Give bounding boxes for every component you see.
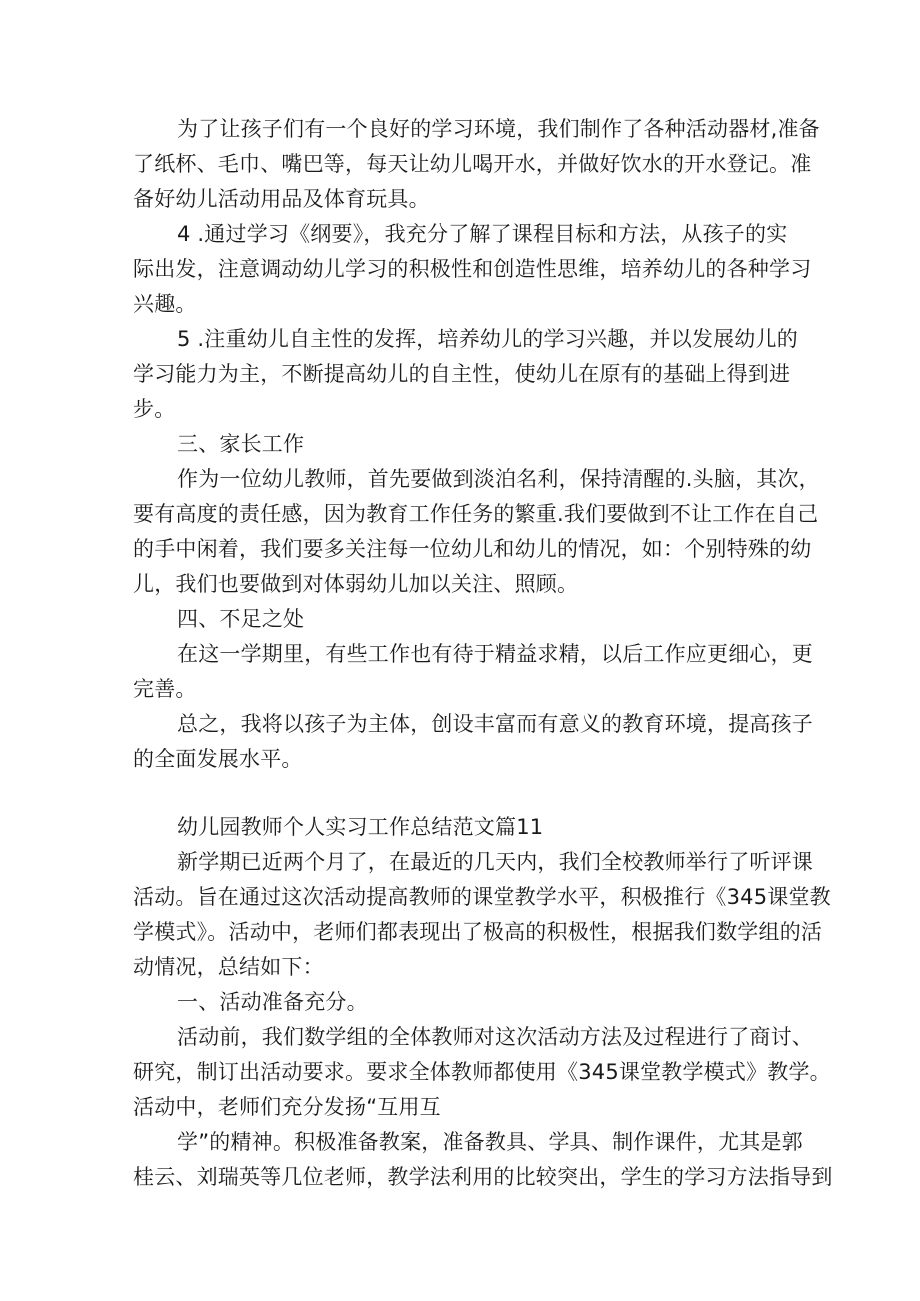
paragraph-line: 为了让孩子们有一个良好的学习环境，我们制作了各种活动器材,准备 xyxy=(177,117,820,141)
paragraph-line: 活动前，我们数学组的全体教师对这次活动方法及过程进行了商讨、 xyxy=(177,1025,813,1049)
paragraph-line: 要有高度的责任感，因为教育工作任务的繁重.我们要做到不让工作在自己 xyxy=(133,502,819,526)
paragraph-line: 兴趣。 xyxy=(133,292,197,316)
paragraph-line: 儿，我们也要做到对体弱幼儿加以关注、照顾。 xyxy=(133,572,579,596)
section-heading-parent-work: 三、家长工作 xyxy=(177,432,305,456)
paragraph-line: 研究，制订出活动要求。要求全体教师都使用《345课堂教学模式》教学。 xyxy=(133,1060,831,1084)
paragraph-line: 作为一位幼儿教师，首先要做到淡泊名利，保持清醒的.头脑，其次， xyxy=(177,467,820,491)
paragraph-line: 学”的精神。积极准备教案，准备教具、学具、制作课件，尤其是郭 xyxy=(177,1130,803,1154)
paragraph-line: 学习能力为主，不断提高幼儿的自主性，使幼儿在原有的基础上得到进 xyxy=(133,362,791,386)
paragraph-line: 学模式》。活动中，老师们都表现出了极高的积极性，根据我们数学组的活 xyxy=(133,920,823,944)
section-heading-shortcomings: 四、不足之处 xyxy=(177,607,305,631)
paragraph-line: 备好幼儿活动用品及体育玩具。 xyxy=(133,187,430,211)
paragraph-line: 活动中，老师们充分发扬“互用互 xyxy=(133,1095,441,1119)
section-heading-preparation: 一、活动准备充分。 xyxy=(177,990,368,1014)
paragraph-line: 总之，我将以孩子为主体，创设丰富而有意义的教育环境，提高孩子 xyxy=(177,712,813,736)
paragraph-line: 新学期已近两个月了，在最近的几天内，我们全校教师举行了听评课 xyxy=(177,850,813,874)
paragraph-line: 际出发，注意调动幼儿学习的积极性和创造性思维，培养幼儿的各种学习 xyxy=(133,257,812,281)
paragraph-line: 了纸杯、毛巾、嘴巴等，每天让幼儿喝开水，并做好饮水的开水登记。准 xyxy=(133,152,812,176)
paragraph-line: 的手中闲着，我们要多关注每一位幼儿和幼儿的情况，如：个别特殊的幼 xyxy=(133,537,812,561)
paragraph-line: 完善。 xyxy=(133,677,197,701)
paragraph-line: 的全面发展水平。 xyxy=(133,747,303,771)
paragraph-line: 步。 xyxy=(133,397,176,421)
paragraph-line: 动情况，总结如下： xyxy=(133,955,324,979)
article-title: 幼儿园教师个人实习工作总结范文篇11 xyxy=(177,815,544,839)
paragraph-line: 活动。旨在通过这次活动提高教师的课堂教学水平，积极推行《345课堂教 xyxy=(133,885,831,909)
paragraph-line: 桂云、刘瑞英等几位老师，教学法利用的比较突出，学生的学习方法指导到 xyxy=(133,1165,833,1189)
list-item-4: 4 .通过学习《纲要》，我充分了解了课程目标和方法，从孩子的实 xyxy=(177,222,788,246)
paragraph-line: 在这一学期里，有些工作也有待于精益求精，以后工作应更细心，更 xyxy=(177,642,813,666)
list-item-5: 5 .注重幼儿自主性的发挥，培养幼儿的学习兴趣，并以发展幼儿的 xyxy=(177,327,798,351)
